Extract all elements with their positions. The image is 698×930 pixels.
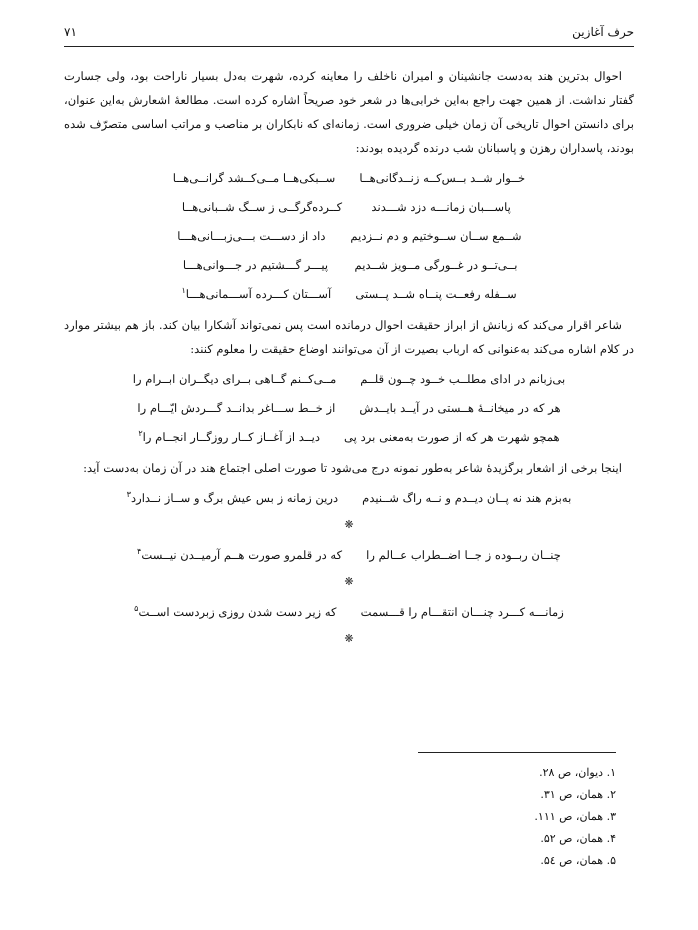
second-hemistich: داد از دســـت بـــی‌زبـــانی‌هـــا <box>177 229 326 243</box>
hemistich-text: درین زمانه ز بس عیش برگ و ســاز نــدارد <box>130 491 339 505</box>
page-body <box>64 64 634 659</box>
hemistich-text: آســـتان کـــرده آســـمانی‌هـــا <box>185 287 332 301</box>
footnotes <box>64 762 616 872</box>
couplet <box>64 280 634 309</box>
first-hemistich: خــوار شــد بــس‌کــه زنــدگانی‌هــا <box>359 171 526 185</box>
first-hemistich: بــی‌تــو در غــورگی مــویز شــدیم <box>354 258 518 272</box>
poem-ghazal-2 <box>64 365 634 452</box>
second-hemistich <box>137 541 342 570</box>
first-hemistich: زمانـــه کـــرد چنـــان انتقـــام را قـــسمت <box>360 605 564 619</box>
couplet <box>64 365 634 394</box>
second-hemistich <box>134 598 336 627</box>
first-hemistich: بی‌زبانم در ادای مطلــب خــود چــون قلــم <box>360 372 566 386</box>
separator-ornament: ❋ <box>344 518 354 531</box>
hemistich-text: که در قلمرو صورت هــم آرمیــدن نیــست <box>141 548 343 562</box>
first-hemistich: شــمع ســان ســوختیم و دم نــزدیم <box>350 229 522 243</box>
second-hemistich: کــرده‌گرگــی ز ســگ شــبانی‌هــا <box>181 200 343 214</box>
paragraph-3: اینجا برخی از اشعار برگزیدهٔ شاعر به‌طور نمونه درج می‌شود تا صورت اصلی اجتماع هند در آن زمان به‌دست آید: <box>83 461 622 475</box>
footnote: ۵. همان، ص ۵٤. <box>540 854 616 867</box>
second-hemistich: پیـــر گـــشتیم در جـــوانی‌هـــا <box>182 258 329 272</box>
single-verse <box>64 598 634 627</box>
second-hemistich: ســبکی‌هــا مــی‌کــشد گرانــی‌هــا <box>172 171 336 185</box>
footnote: ۱. دیوان، ص ۲۸. <box>539 766 616 779</box>
footnote-ref[interactable]: ۳ <box>126 490 131 500</box>
first-hemistich: همچو شهرت هر که از صورت به‌معنی برد پی <box>344 430 560 444</box>
footnote: ۲. همان، ص ۳۱. <box>540 788 616 801</box>
running-title: حرف آغازین <box>572 25 634 39</box>
footnote-ref[interactable]: ۲ <box>138 429 143 439</box>
first-hemistich: هر که در میخانــهٔ هــستی در آیــد بایــدش <box>359 401 561 415</box>
page-number: ۷۱ <box>64 25 77 39</box>
couplet <box>64 164 634 193</box>
second-hemistich: مــی‌کــنم گــاهی بــرای دیگــران ابــرام را <box>132 372 337 386</box>
first-hemistich: ســفله رفعــت پنــاه شــد پــستی <box>355 287 517 301</box>
couplet <box>64 423 634 452</box>
mid-paragraph: شاعر اقرار می‌کند که زبانش از ابراز حقیقت احوال درمانده است پس نمی‌تواند آشکارا بیان کند. باز هم بیشتر موارد در کلام اشاره می‌کند به‌عنوانی که ارباب بصیرت از آن می‌توانند اوضاع حقیقت را معلوم کنند: <box>64 318 634 356</box>
separator-ornament: ❋ <box>344 632 354 645</box>
first-hemistich: پاســـبان زمانـــه دزد شـــدند <box>371 200 511 214</box>
footnote-ref[interactable]: ۴ <box>137 547 142 557</box>
footnote: ۳. همان، ص ۱۱۱. <box>534 810 616 823</box>
page-header <box>64 18 634 47</box>
couplet <box>64 193 634 222</box>
separator-ornament: ❋ <box>344 575 354 588</box>
second-hemistich <box>138 423 320 452</box>
hemistich-text: دیــد از آغــاز کــار روزگــار انجــام را <box>142 430 321 444</box>
couplet <box>64 251 634 280</box>
footnote-divider <box>418 752 616 753</box>
couplet <box>64 222 634 251</box>
single-verse <box>64 484 634 513</box>
first-hemistich: به‌بزم هند نه پــان دیــدم و نــه راگ شــنیدم <box>362 491 572 505</box>
second-hemistich <box>181 280 331 309</box>
single-verses <box>64 484 634 655</box>
footnote-ref[interactable]: ۵ <box>134 604 139 614</box>
hemistich-text: که زیر دست شدن روزی زبردست اســت <box>138 605 337 619</box>
poem-ghazal-1 <box>64 164 634 309</box>
footnote-ref[interactable]: ۱ <box>181 286 186 296</box>
second-hemistich <box>127 484 339 513</box>
second-hemistich: از خــط ســـاغر بدانــد گـــردش ایّـــام را <box>137 401 336 415</box>
couplet <box>64 394 634 423</box>
intro-paragraph: احوال بدترین هند به‌دست جانشینان و امیران ناخلف را معاینه کرده، شهرت به‌دل بسیار ناراحت بود، ولی جسارت گفتار نداشت. از همین جهت راجع به‌این خرابی‌ها در شعر خود صریحاً اشاره کرده است. مطالعهٔ اشعارش به‌این عنوان، برای دانستن احوال تاریخی آن زمان خیلی ضروری است. زمانه‌ای که نابکاران بر مناصب و مراتب اساسی متصرّف شده بودند، پاسداران رهزن و پاسبانان شب درنده گردیده بودند: <box>64 69 634 155</box>
single-verse <box>64 541 634 570</box>
first-hemistich: چنــان ربــوده ز جــا اضــطراب عــالم را <box>366 548 561 562</box>
footnote: ۴. همان، ص ۵۲. <box>540 832 616 845</box>
